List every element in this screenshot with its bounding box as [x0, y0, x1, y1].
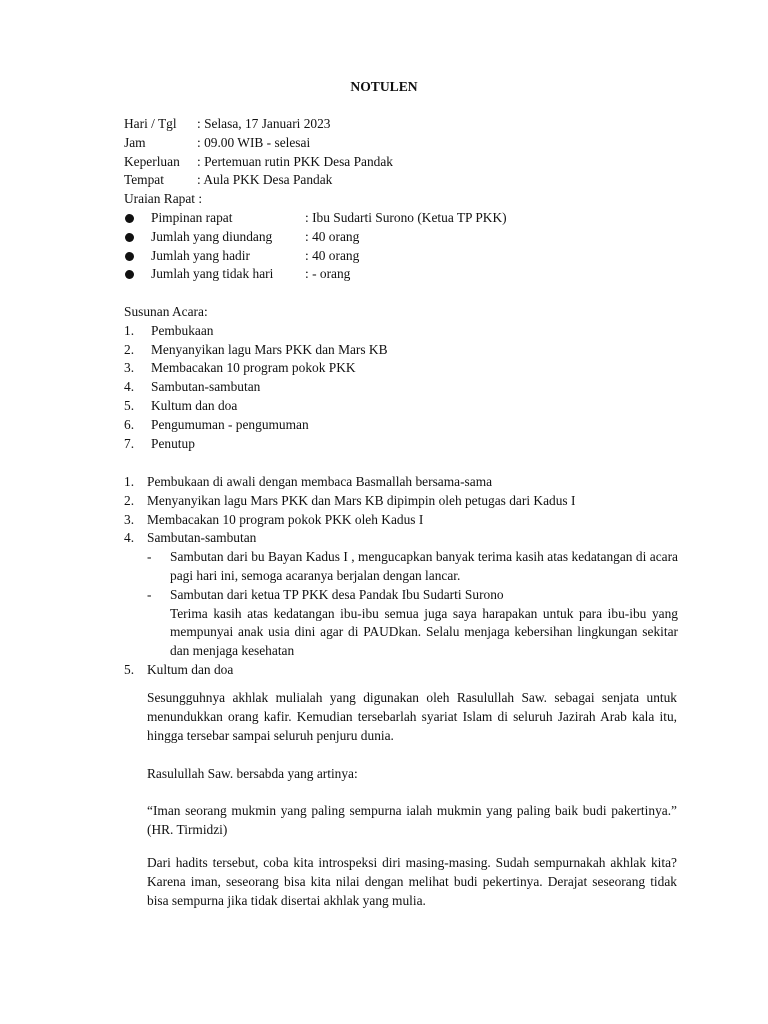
info-label: Tempat: [124, 172, 164, 188]
agenda-text: Penutup: [151, 435, 195, 451]
sambutan-item: [147, 586, 678, 661]
sambutan-text: Sambutan dari ketua TP PKK desa Pandak Ibu Sudarti Surono: [170, 586, 504, 602]
agenda-number: 1.: [124, 322, 135, 338]
dash-marker: -: [147, 586, 152, 602]
detail-text: Pembukaan di awali dengan membaca Basmallah bersama-sama: [147, 474, 493, 489]
detail-number: 5.: [124, 661, 135, 677]
detail-item: [124, 511, 678, 530]
kultum-paragraph: [147, 689, 677, 745]
agenda-item: [124, 341, 680, 360]
info-row-date: [124, 115, 680, 134]
kultum-paragraph: [147, 802, 677, 840]
info-label: Keperluan: [124, 153, 180, 169]
bullet-icon: [125, 214, 134, 223]
minutes-detail: [124, 473, 678, 680]
agenda-number: 5.: [124, 397, 135, 413]
agenda-text: Pembukaan: [151, 322, 214, 338]
agenda-text: Kultum dan doa: [151, 397, 238, 413]
detail-text: Sambutan-sambutan: [147, 530, 257, 546]
detail-number: 4.: [124, 530, 135, 546]
bullet-icon: [125, 252, 134, 261]
agenda-item: [124, 378, 680, 397]
uraian-label: Pimpinan rapat: [151, 209, 233, 225]
agenda-text: Membacakan 10 program pokok PKK: [151, 360, 356, 376]
agenda-text: Sambutan-sambutan: [151, 379, 261, 395]
info-row-time: [124, 134, 680, 153]
detail-item: [124, 661, 678, 680]
info-row-purpose: [124, 153, 680, 172]
detail-number: 2.: [124, 492, 135, 508]
uraian-label: Jumlah yang diundang: [151, 228, 273, 244]
info-value: : Pertemuan rutin PKK Desa Pandak: [197, 153, 393, 169]
uraian-value: : 40 orang: [305, 228, 360, 244]
agenda-text: Menyanyikan lagu Mars PKK dan Mars KB: [151, 341, 388, 357]
agenda-number: 6.: [124, 416, 135, 432]
meeting-info: [124, 115, 680, 284]
bullet-icon: [125, 270, 134, 279]
paragraph: Dari hadits tersebut, coba kita introspeksi diri masing-masing. Sudah sempurnakah akhlak kita? Karena iman, seseorang bisa kita nilai dengan melihat budi pekertinya. Derajat seseorang tidak bisa sempurna jika tidak disertai akhlak yang mulia.: [147, 855, 677, 908]
sambutan-text: Terima kasih atas kedatangan ibu-ibu semua juga saya harapakan untuk para ibu-ibu yang mempunyai anak usia dini agar di PAUDkan. Selalu menjaga kebersihan lingkungan sekitar dan menjaga kesehatan: [170, 605, 678, 659]
detail-text: Kultum dan doa: [147, 661, 234, 677]
uraian-label: Jumlah yang hadir: [151, 247, 250, 263]
info-value: : Aula PKK Desa Pandak: [197, 172, 333, 188]
paragraph: Sesungguhnya akhlak mulialah yang digunakan oleh Rasulullah Saw. sebagai senjata untuk menundukkan orang kafir. Kemudian tersebarlah syariat Islam di seluruh Jazirah Arab kala itu, hingga tersebar sampai seluruh penjuru dunia.: [147, 690, 677, 743]
agenda-number: 7.: [124, 435, 135, 451]
agenda-item: [124, 397, 680, 416]
kultum-paragraph: [147, 765, 677, 784]
detail-number: 3.: [124, 511, 135, 527]
detail-number: 1.: [124, 474, 135, 489]
detail-item: [124, 529, 678, 548]
info-label: Jam: [124, 134, 146, 150]
agenda-text: Pengumuman - pengumuman: [151, 416, 309, 432]
sambutan-text: Sambutan dari bu Bayan Kadus I , mengucapkan banyak terima kasih atas kedatangan di acara pagi hari ini, semoga acaranya berjalan dengan lancar.: [170, 549, 678, 583]
agenda-number: 4.: [124, 379, 135, 395]
info-value: : 09.00 WIB - selesai: [197, 134, 311, 150]
bullet-icon: [125, 233, 134, 242]
paragraph: “Iman seorang mukmin yang paling sempurna ialah mukmin yang paling baik budi pakertinya.” (HR. Tirmidzi): [147, 803, 677, 837]
uraian-item: [124, 209, 680, 228]
info-label: Hari / Tgl: [124, 116, 177, 131]
uraian-item: [124, 247, 680, 266]
agenda-item: [124, 359, 680, 378]
agenda-number: 3.: [124, 360, 135, 376]
document-title: NOTULEN: [350, 79, 418, 94]
agenda-list: [124, 303, 680, 453]
detail-item: [124, 492, 678, 511]
agenda-heading: Susunan Acara:: [124, 304, 208, 319]
dash-marker: -: [147, 549, 152, 565]
uraian-heading: Uraian Rapat :: [124, 191, 203, 207]
uraian-item: [124, 228, 680, 247]
paragraph: Rasulullah Saw. bersabda yang artinya:: [147, 766, 358, 781]
agenda-number: 2.: [124, 341, 135, 357]
info-row-place: [124, 171, 680, 190]
sambutan-item: [147, 548, 678, 586]
info-value: : Selasa, 17 Januari 2023: [197, 116, 331, 131]
agenda-item: [124, 416, 680, 435]
agenda-item: [124, 322, 680, 341]
uraian-value: : - orang: [305, 266, 351, 282]
agenda-item: [124, 435, 680, 454]
kultum-paragraph: [147, 854, 677, 910]
uraian-label: Jumlah yang tidak hari: [151, 266, 274, 282]
uraian-value: : Ibu Sudarti Surono (Ketua TP PKK): [305, 209, 507, 225]
detail-item: [124, 473, 678, 492]
uraian-item: [124, 265, 680, 284]
detail-text: Menyanyikan lagu Mars PKK dan Mars KB dipimpin oleh petugas dari Kadus I: [147, 492, 576, 508]
uraian-value: : 40 orang: [305, 247, 360, 263]
detail-text: Membacakan 10 program pokok PKK oleh Kadus I: [147, 511, 424, 527]
